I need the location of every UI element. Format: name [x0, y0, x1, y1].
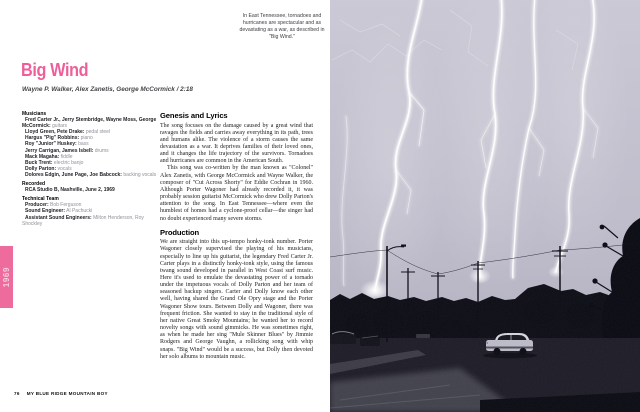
- production-heading: Production: [160, 227, 200, 237]
- musician-names: Jerry Carrigan, James Isbell:: [25, 147, 94, 154]
- musicians-heading: Musicians: [22, 111, 47, 117]
- page-title: Big Wind: [21, 60, 89, 80]
- genesis-heading: Genesis and Lyrics: [160, 111, 228, 120]
- musician-role: guitars: [52, 123, 68, 130]
- musician-role: fiddle: [60, 153, 73, 160]
- credits-column: [22, 111, 162, 227]
- technical-value: Bob Ferguson: [50, 202, 82, 209]
- year-tab-label: 1969: [2, 266, 11, 288]
- musician-names: Fred Carter Jr., Jerry Stembridge, Wayne Moss, George McCormick:: [22, 117, 157, 130]
- musician-role: electric banjo: [53, 159, 84, 166]
- technical-label: Assistant Sound Engineers:: [25, 214, 92, 221]
- musician-role: pedal steel: [85, 129, 111, 136]
- genesis-paragraph-2: This song was co-written by the man known as "Colonel" Alex Zanetis, with George McCormick and Wayne Walker, the composer of "Cut Across Shorty" for Eddie Cochran in 1960. Although Porter Wagoner had already recorded it, it was probably session guitarist McCormick who drew Dolly Parton's attention to the song. In East Tennessee—where even the humblest of homes had a cyclone-proof cellar—the singer had no doubt experienced many severe storms.: [160, 165, 313, 222]
- musician-names: Roy "Junior" Huskey:: [25, 141, 77, 148]
- technical-team-heading: Technical Team: [22, 196, 59, 203]
- recorded-value: RCA Studio B, Nashville, June 2, 1969: [25, 187, 115, 194]
- storm-photo: [330, 0, 640, 412]
- technical-value: Al Pachucki: [66, 208, 93, 215]
- production-paragraph: We are straight into this up-tempo honky-tonk number. Porter Wagoner closely supervised the playing of his musicians, especially to line up his guitarist, the legendary Fred Carter Jr. Carter plays in a distinctly honky-tonk style, using the famous twang sound developed in parallel in West Coast surf music. Here it's used to emulate the devastating power of a tornado under the impetuous vocals of Dolly Parton and her team of seasoned backup singers. Carter and Dolly know each other well, having shared the Grand Ole Opry stage and the Porter Wagoner Show tours. Between Dolly and Wagoner, there was frequent friction. She wanted to stay in the traditional style of her native Great Smoky Mountains; he wanted her to record novelty songs with sound gimmicks. He was sometimes right, as when he made her sing "Mule Skinner Blues" by Jimmie Rodgers and George Vaughn, a rollicking song with whip snaps. "Big Wind" would be a success, but Dolly then devoted her solo albums to mountain music.: [160, 239, 313, 360]
- musician-names: Hargus "Pig" Robbins:: [25, 135, 80, 142]
- musician-entry: [22, 117, 162, 129]
- genesis-paragraph-1: The song focuses on the damage caused by a great wind that ravages the fields and carries away everything in its path, trees and humans alike. The violence of a storm causes the same devastation as a war. It deprives families of their loved ones, and it changes the life trajectory of the survivors. Tornadoes and hurricanes are common in the American South.: [160, 122, 313, 165]
- song-credits: Wayne P. Walker, Alex Zanetis, George McCormick / 2:18: [22, 86, 193, 93]
- musician-entry: [22, 172, 162, 178]
- musician-role: backing vocals: [123, 171, 157, 178]
- technical-label: Sound Engineer:: [25, 208, 65, 215]
- musician-names: Lloyd Green, Pete Drake:: [25, 129, 85, 136]
- essay-column: [160, 111, 313, 361]
- storm-photo-graphic: [330, 0, 640, 412]
- musician-role: vocals: [57, 165, 72, 172]
- musician-role: bass: [78, 141, 89, 148]
- musician-role: drums: [94, 147, 109, 154]
- recorded-heading: Recorded: [22, 181, 46, 188]
- technical-entry: [22, 215, 162, 227]
- musician-names: Buck Trent:: [25, 159, 53, 166]
- footer-page-number: 76: [14, 391, 20, 396]
- technical-value: Milton Henderson, Roy Shockley: [22, 214, 144, 227]
- musician-names: Mack Magaha:: [25, 153, 60, 160]
- film-grain-overlay: [330, 0, 640, 412]
- year-tab: [0, 246, 13, 308]
- musician-names: Dolores Edgin, June Page, Joe Babcock:: [25, 171, 122, 178]
- musician-role: piano: [80, 135, 93, 142]
- photo-caption: In East Tennessee, tornadoes and hurricanes are spectacular and as devastating as a war, as described in "Big Wind.": [239, 13, 325, 40]
- technical-label: Producer:: [25, 202, 49, 209]
- footer-album-title: MY BLUE RIDGE MOUNTAIN BOY: [26, 391, 108, 396]
- page-footer: [14, 391, 108, 396]
- musician-names: Dolly Parton:: [25, 165, 57, 172]
